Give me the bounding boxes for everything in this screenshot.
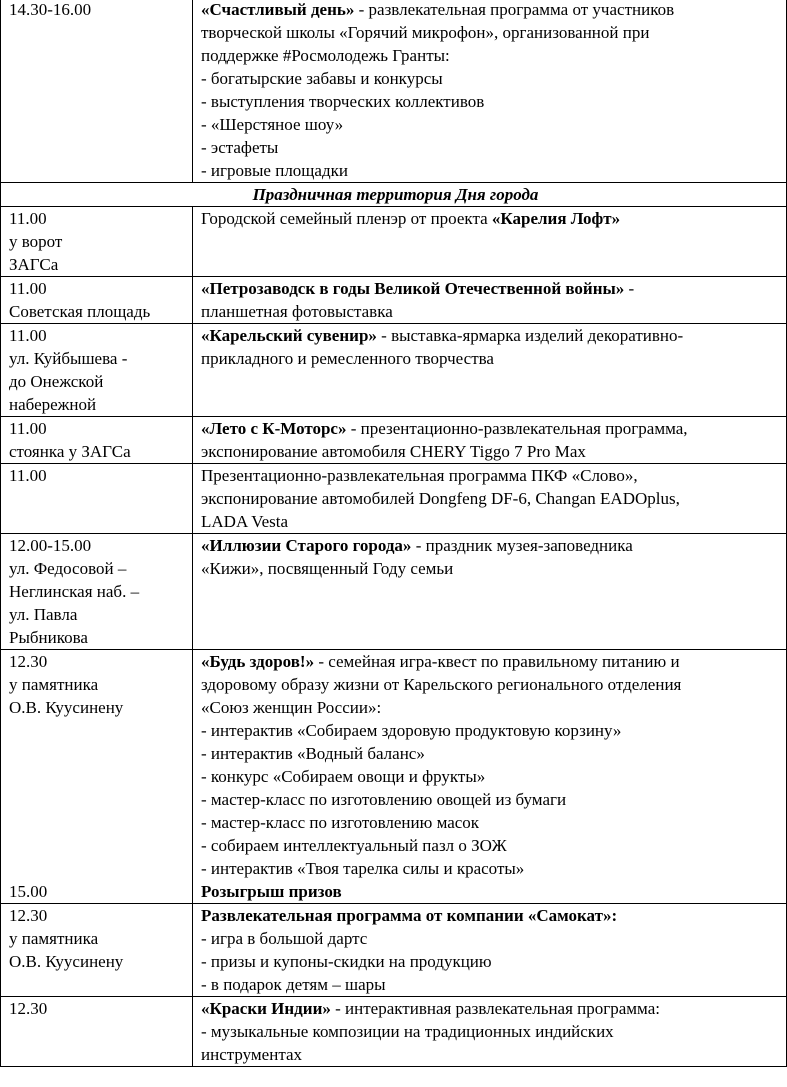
time-cell [1, 650, 193, 904]
event-summary: - семейная игра-квест по правильному питанию и [314, 652, 680, 671]
time-line: стоянка у ЗАГСа [9, 442, 131, 461]
time-cell [1, 417, 193, 464]
description-line: - конкурс «Собираем овощи и фрукты» [201, 767, 486, 786]
schedule-row [1, 324, 787, 417]
description-cell [193, 0, 787, 183]
time-line: 12.30 [9, 652, 48, 671]
time-line: ЗАГСа [9, 255, 59, 274]
time-spacer [9, 719, 188, 742]
section-title: Праздничная территория Дня города [1, 183, 787, 207]
description-line: - музыкальные композиции на традиционных индийских [201, 1022, 614, 1041]
event-title: «Карелия Лофт» [491, 209, 621, 228]
description-line: - интерактив «Твоя тарелка силы и красоты» [201, 859, 525, 878]
schedule-row [1, 997, 787, 1067]
time-line: О.В. Куусинену [9, 698, 124, 717]
time-line: 11.00 [9, 279, 47, 298]
description-first-line [201, 650, 782, 673]
time-line: 12.30 [9, 906, 48, 925]
time-cell [1, 534, 193, 650]
description-cell [193, 534, 787, 650]
description-line: «Союз женщин России»: [201, 698, 382, 717]
schedule-row [1, 207, 787, 277]
time-spacer [9, 742, 188, 765]
event-summary: - праздник музея-заповедника [411, 536, 633, 555]
event-summary: - [624, 279, 635, 298]
time-spacer [9, 834, 188, 857]
time-cell [1, 324, 193, 417]
description-line: инструментах [201, 1045, 303, 1064]
time-line: ул. Куйбышева - [9, 349, 128, 368]
description-line: планшетная фотовыставка [201, 302, 393, 321]
description-cell [193, 464, 787, 534]
description-line: экспонирование автомобиля CHERY Tiggo 7 Pro Max [201, 442, 586, 461]
description-first-line [201, 0, 782, 21]
event-title: «Будь здоров!» [201, 652, 315, 671]
description-first-line [201, 904, 782, 927]
schedule-row [1, 904, 787, 997]
description-line: - богатырские забавы и конкурсы [201, 69, 443, 88]
description-line: - интерактив «Собираем здоровую продуктовую корзину» [201, 721, 622, 740]
event-title: «Лето с К-Моторс» [201, 419, 347, 438]
time-cell [1, 0, 193, 183]
description-cell [193, 650, 787, 904]
description-line: - игровые площадки [201, 161, 348, 180]
description-line: - «Шерстяное шоу» [201, 115, 344, 134]
event-summary: - развлекательная программа от участников [354, 0, 675, 19]
event-title: «Краски Индии» [201, 999, 331, 1018]
description-cell [193, 324, 787, 417]
time-line: 12.00-15.00 [9, 536, 92, 555]
time-cell [1, 904, 193, 997]
description-first-line [201, 277, 782, 300]
description-cell [193, 207, 787, 277]
time-spacer [9, 765, 188, 788]
description-line: - в подарок детям – шары [201, 975, 386, 994]
schedule-row [1, 650, 787, 904]
event-summary: - презентационно-развлекательная программа, [346, 419, 688, 438]
time-line: у памятника [9, 929, 99, 948]
time-line: 11.00 [9, 466, 47, 485]
description-line: - выступления творческих коллективов [201, 92, 485, 111]
time-spacer [9, 857, 188, 880]
description-line: - игра в большой дартс [201, 929, 368, 948]
time-line-bottom: 15.00 [9, 882, 48, 901]
event-title: «Карельский сувенир» [201, 326, 377, 345]
event-lead-text: Презентационно-развлекательная программа ПКФ «Слово», [201, 466, 638, 485]
schedule-body [1, 0, 787, 1067]
description-line: экспонирование автомобилей Dongfeng DF-6, Changan EADOplus, [201, 489, 680, 508]
description-line: LADA Vesta [201, 512, 289, 531]
description-first-line [201, 417, 782, 440]
description-cell [193, 904, 787, 997]
time-line: Советская площадь [9, 302, 151, 321]
description-line: - мастер-класс по изготовлению овощей из бумаги [201, 790, 567, 809]
event-title: «Иллюзии Старого города» [201, 536, 412, 555]
time-cell [1, 277, 193, 324]
event-title: «Петрозаводск в годы Великой Отечественной войны» [201, 279, 625, 298]
time-line: 12.30 [9, 999, 48, 1018]
description-first-line [201, 997, 782, 1020]
description-line: - интерактив «Водный баланс» [201, 744, 425, 763]
section-header-row [1, 183, 787, 207]
description-line: - мастер-класс по изготовлению масок [201, 813, 480, 832]
time-cell [1, 997, 193, 1067]
description-first-line [201, 207, 782, 230]
time-line: 11.00 [9, 419, 47, 438]
event-title: Развлекательная программа от компании «Самокат»: [201, 906, 618, 925]
time-line: 11.00 [9, 326, 47, 345]
description-cell [193, 997, 787, 1067]
description-line: «Кижи», посвященный Году семьи [201, 559, 454, 578]
time-spacer [9, 811, 188, 834]
time-line: у памятника [9, 675, 99, 694]
time-cell [1, 207, 193, 277]
description-line: прикладного и ремесленного творчества [201, 349, 494, 368]
time-line: 14.30-16.00 [9, 0, 92, 19]
time-line: Неглинская наб. – [9, 582, 140, 601]
time-line: набережной [9, 395, 97, 414]
time-line: ул. Павла [9, 605, 78, 624]
time-line: до Онежской [9, 372, 104, 391]
time-line: Рыбникова [9, 628, 88, 647]
event-title: «Счастливый день» [201, 0, 355, 19]
description-line: - призы и купоны-скидки на продукцию [201, 952, 492, 971]
event-lead-text: Городской семейный пленэр от проекта [201, 209, 492, 228]
schedule-row [1, 0, 787, 183]
schedule-row [1, 534, 787, 650]
description-cell [193, 417, 787, 464]
description-first-line [201, 464, 782, 487]
time-line: у ворот [9, 232, 63, 251]
description-line: творческой школы «Горячий микрофон», организованной при [201, 23, 650, 42]
schedule-row [1, 464, 787, 534]
description-line: - эстафеты [201, 138, 279, 157]
time-spacer [9, 788, 188, 811]
prize-draw-line: Розыгрыш призов [201, 882, 342, 901]
time-line: ул. Федосовой – [9, 559, 127, 578]
event-summary: - выставка-ярмарка изделий декоративно- [376, 326, 684, 345]
description-first-line [201, 534, 782, 557]
description-line: здоровому образу жизни от Карельского регионального отделения [201, 675, 682, 694]
description-line: поддержке #Росмолодежь Гранты: [201, 46, 450, 65]
description-cell [193, 277, 787, 324]
time-cell [1, 464, 193, 534]
event-summary: - интерактивная развлекательная программа: [330, 999, 660, 1018]
schedule-row [1, 277, 787, 324]
time-line: О.В. Куусинену [9, 952, 124, 971]
description-line: - собираем интеллектуальный пазл о ЗОЖ [201, 836, 507, 855]
schedule-row [1, 417, 787, 464]
time-line: 11.00 [9, 209, 47, 228]
description-first-line [201, 324, 782, 347]
